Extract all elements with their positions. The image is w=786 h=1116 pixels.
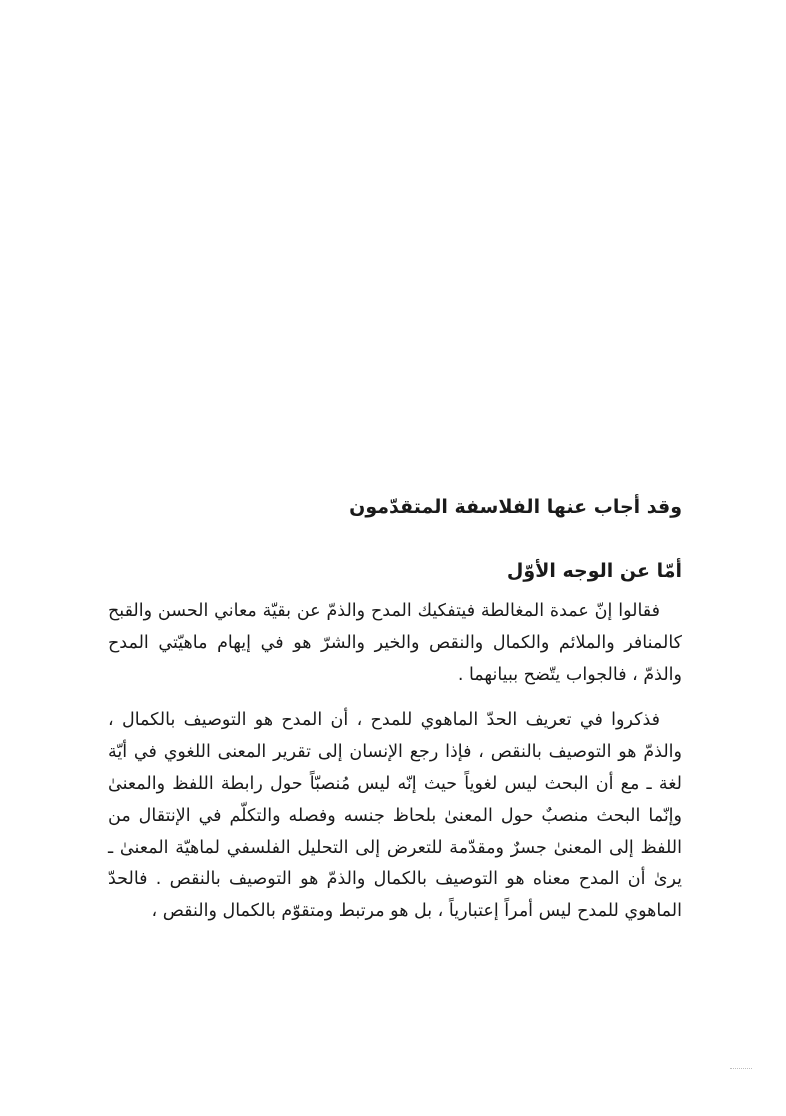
section-heading: وقد أجاب عنها الفلاسفة المتقدّمون bbox=[349, 496, 682, 518]
scan-edge-mark bbox=[730, 1068, 752, 1085]
subsection-heading: أمّا عن الوجه الأوّل bbox=[506, 560, 682, 582]
paragraph-1: فقالوا إنّ عمدة المغالطة فيتفكيك المدح والذمّ عن بقيّة معاني الحسن والقبح كالمنافر والملائم والكمال والنقص والخير والشرّ هو في إيهام ماهيّتي المدح والذمّ ، فالجواب يتّضح ببيانهما . bbox=[108, 601, 682, 685]
body-text-block bbox=[108, 490, 682, 934]
paragraph-2: فذكروا في تعريف الحدّ الماهوي للمدح ، أن المدح هو التوصيف بالكمال ، والذمّ هو التوصيف بالنقص ، فإذا رجع الإنسان إلى تقرير المعنى اللغوي في أيّة لغة ـ مع أن البحث ليس لغوياً حيث إنّه ليس مُنصبّاً حول رابطة اللفظ والمعنىٰ وإنّما البحث منصبٌ حول المعنىٰ بلحاظ جنسه وفصله والتكلّم في الإنتقال من اللفظ إلى المعنىٰ جسرٌ ومقدّمة للتعرض إلى التحليل الفلسفي لماهيّة المعنىٰ ـ يرىٰ أن المدح معناه هو التوصيف بالكمال والذمّ هو التوصيف بالنقص . فالحدّ الماهوي للمدح ليس أمراً إعتبارياً ، بل هو مرتبط ومتقوّم بالكمال والنقص ، bbox=[108, 710, 682, 922]
